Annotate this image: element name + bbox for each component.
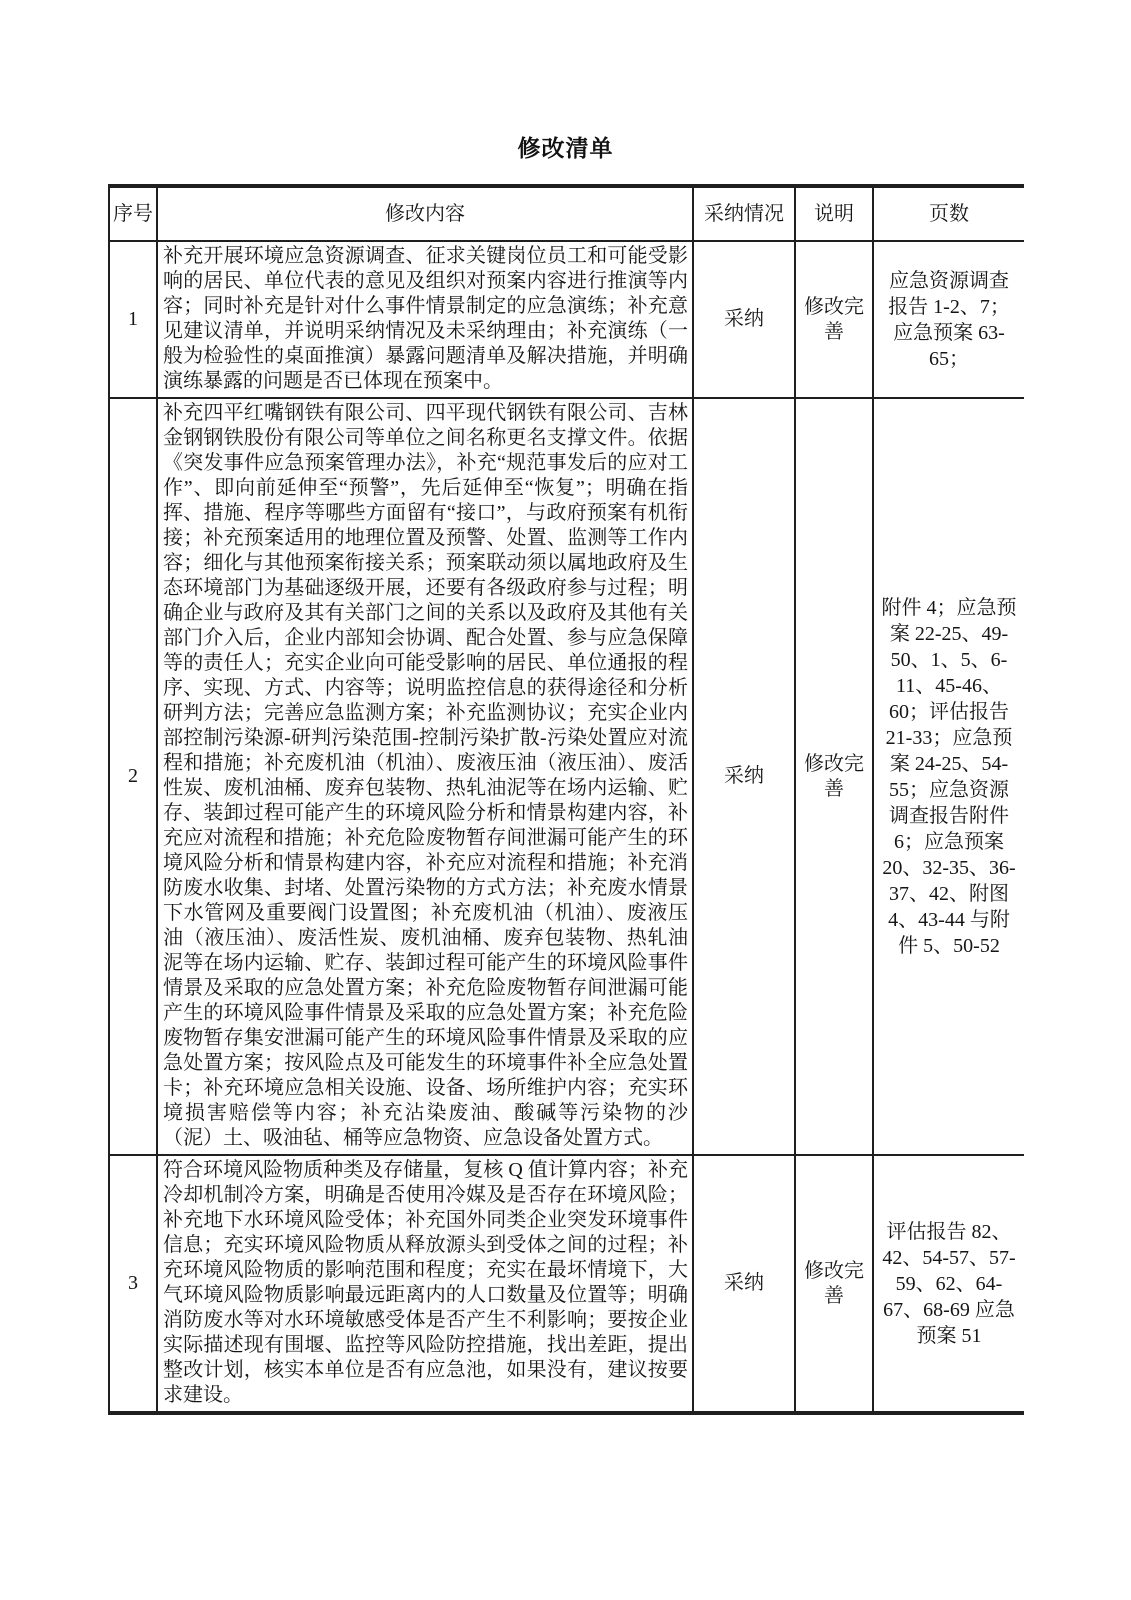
modification-table [108, 184, 1024, 1415]
table-row [109, 1155, 1024, 1413]
note: 修改完善 [795, 1155, 873, 1413]
adoption-status: 采纳 [693, 398, 795, 1155]
adoption-status: 采纳 [693, 241, 795, 398]
row-number: 1 [109, 241, 157, 398]
page-numbers: 评估报告 82、42、54-57、57-59、62、64-67、68-69 应急预案 51 [873, 1155, 1024, 1413]
adoption-status: 采纳 [693, 1155, 795, 1413]
modification-content: 补充四平红嘴钢铁有限公司、四平现代钢铁有限公司、吉林金钢钢铁股份有限公司等单位之间名称更名支撑文件。依据《突发事件应急预案管理办法》，补充“规范事发后的应对工作”、即向前延伸至“预警”，先后延伸至“恢复”；明确在指挥、措施、程序等哪些方面留有“接口”，与政府预案有机衔接；补充预案适用的地理位置及预警、处置、监测等工作内容；细化与其他预案衔接关系；预案联动须以属地政府及生态环境部门为基础逐级开展，还要有各级政府参与过程；明确企业与政府及其有关部门之间的关系以及政府及其他有关部门介入后，企业内部知会协调、配合处置、参与应急保障等的责任人；充实企业向可能受影响的居民、单位通报的程序、实现、方式、内容等；说明监控信息的获得途径和分析研判方法；完善应急监测方案；补充监测协议；充实企业内部控制污染源-研判污染范围-控制污染扩散-污染处置应对流程和措施；补充废机油（机油）、废液压油（液压油）、废活性炭、废机油桶、废弃包装物、热轧油泥等在场内运输、贮存、装卸过程可能产生的环境风险分析和情景构建内容，补充应对流程和措施；补充危险废物暂存间泄漏可能产生的环境风险分析和情景构建内容，补充应对流程和措施；补充消防废水收集、封堵、处置污染物的方式方法；补充废水情景下水管网及重要阀门设置图；补充废机油（机油）、废液压油（液压油）、废活性炭、废机油桶、废弃包装物、热轧油泥等在场内运输、贮存、装卸过程可能产生的环境风险事件情景及采取的应急处置方案；补充危险废物暂存间泄漏可能产生的环境风险事件情景及采取的应急处置方案；补充危险废物暂存集安泄漏可能产生的环境风险事件情景及采取的应急处置方案；按风险点及可能发生的环境事件补全应急处置卡；补充环境应急相关设施、设备、场所维护内容；充实环境损害赔偿等内容；补充沾染废油、酸碱等污染物的沙（泥）土、吸油毡、桶等应急物资、应急设备处置方式。 [157, 398, 693, 1155]
header-adoption: 采纳情况 [693, 186, 795, 241]
modification-content: 补充开展环境应急资源调查、征求关键岗位员工和可能受影响的居民、单位代表的意见及组织对预案内容进行推演等内容；同时补充是针对什么事件情景制定的应急演练；补充意见建议清单，并说明采纳情况及未采纳理由；补充演练（一般为检验性的桌面推演）暴露问题清单及解决措施，并明确演练暴露的问题是否已体现在预案中。 [157, 241, 693, 398]
modification-content: 符合环境风险物质种类及存储量，复核 Q 值计算内容；补充冷却机制冷方案，明确是否使用冷媒及是否存在环境风险；补充地下水环境风险受体；补充国外同类企业突发环境事件信息；充实环境风险物质从释放源头到受体之间的过程；补充环境风险物质的影响范围和程度；充实在最坏情境下，大气环境风险物质影响最远距离内的人口数量及位置等；明确消防废水等对水环境敏感受体是否产生不利影响；要按企业实际描述现有围堰、监控等风险防控措施，找出差距，提出整改计划，核实本单位是否有应急池，如果没有，建议按要求建设。 [157, 1155, 693, 1413]
table-row [109, 241, 1024, 398]
header-no: 序号 [109, 186, 157, 241]
table-body [109, 241, 1024, 1413]
note: 修改完善 [795, 398, 873, 1155]
header-note: 说明 [795, 186, 873, 241]
row-number: 2 [109, 398, 157, 1155]
row-number: 3 [109, 1155, 157, 1413]
page-numbers: 应急资源调查报告 1-2、7；应急预案 63-65； [873, 241, 1024, 398]
header-row [109, 186, 1024, 241]
table-header [109, 186, 1024, 241]
note: 修改完善 [795, 241, 873, 398]
header-content: 修改内容 [157, 186, 693, 241]
table-row [109, 398, 1024, 1155]
header-pages: 页数 [873, 186, 1024, 241]
page-title: 修改清单 [517, 136, 614, 161]
page-numbers: 附件 4；应急预案 22-25、49-50、1、5、6-11、45-46、60；评估报告 21-33；应急预案 24-25、54-55；应急资源调查报告附件 6；应急预案 20、32-35、36-37、42、附图 4、43-44 与附件 5、50-52 [873, 398, 1024, 1155]
